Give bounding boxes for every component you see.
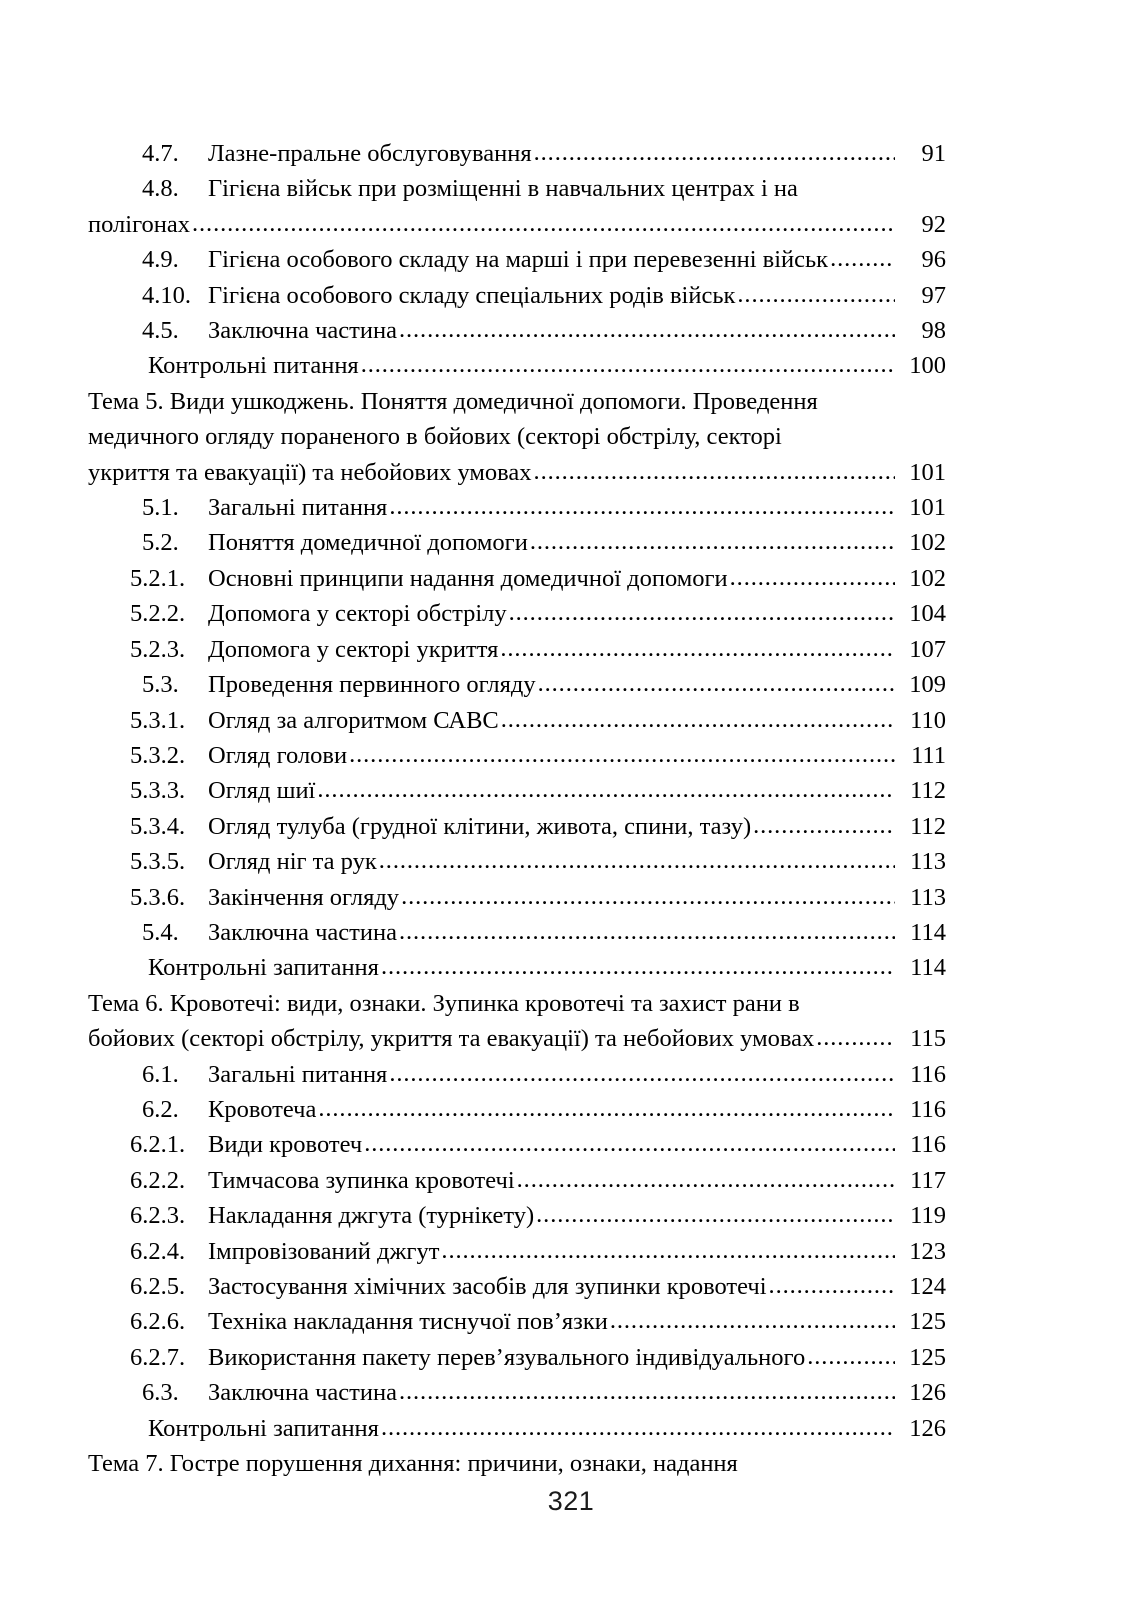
toc-entry-number: 6.2. [142, 1095, 179, 1123]
toc-entry-title: Техніка накладання тиснучої пов’язки [208, 1308, 608, 1336]
toc-entry-title: Закінчення огляду [208, 883, 400, 911]
toc-entry[interactable] [88, 1269, 946, 1304]
toc-entry-number: 5.2. [142, 529, 179, 557]
toc-entry-title: Загальні питання [208, 1060, 388, 1088]
toc-entry[interactable] [88, 561, 946, 596]
toc-entry[interactable] [88, 596, 946, 631]
toc-entry-title: Поняття домедичної допомоги [208, 529, 528, 557]
toc-entry-unnumbered[interactable] [88, 950, 946, 985]
toc-page-number: 110 [910, 706, 946, 734]
toc-entry-title: Гігієна військ при розміщенні в навчальних центрах і на [208, 175, 798, 203]
toc-page-number: 111 [911, 741, 946, 769]
toc-page-number: 91 [921, 140, 946, 167]
toc-entry-title: Огляд шиї [208, 777, 316, 805]
dot-leader [318, 1091, 895, 1126]
toc-page-number: 126 [909, 1414, 946, 1442]
dot-leader [769, 1268, 895, 1303]
dot-leader [389, 489, 895, 524]
toc-entry-title: Кровотеча [208, 1095, 317, 1123]
toc-entry[interactable] [88, 136, 946, 171]
toc-entry-title: Контрольні питання [148, 352, 359, 380]
toc-page-number: 96 [921, 246, 946, 274]
dot-leader [830, 241, 895, 276]
toc-entry[interactable] [88, 278, 946, 313]
toc-entry[interactable] [88, 313, 946, 348]
toc-theme-heading-line: укриття та евакуації) та небойових умовах [88, 458, 532, 486]
dot-leader [753, 808, 895, 843]
toc-page-number: 115 [910, 1025, 946, 1053]
toc-entry[interactable] [88, 525, 946, 560]
dot-leader [530, 524, 895, 559]
toc-page-number: 100 [909, 352, 946, 380]
toc-entry-number: 4.10. [142, 281, 191, 309]
toc-entry-number: 5.3.4. [130, 812, 186, 840]
toc-page-number: 101 [909, 494, 946, 522]
toc-entry[interactable] [88, 844, 946, 879]
toc-entry-number: 4.9. [142, 246, 179, 274]
toc-page-number: 97 [921, 281, 946, 309]
dot-leader [538, 666, 895, 701]
toc-entry[interactable] [88, 738, 946, 773]
dot-leader [610, 1303, 895, 1338]
toc-entry-title: Гігієна особового складу спеціальних родів військ [208, 281, 736, 309]
toc-entry[interactable] [88, 773, 946, 808]
dot-leader [399, 914, 895, 949]
toc-entry-number: 5.1. [142, 494, 179, 522]
toc-page-number: 102 [909, 564, 946, 592]
toc-entry-title: Проведення первинного огляду [208, 671, 536, 699]
toc-entry-title: Тимчасова зупинка кровотечі [208, 1166, 515, 1194]
toc-page-number: 116 [910, 1131, 946, 1159]
toc-entry-title: Допомога у секторі укриття [208, 635, 499, 663]
toc-page-number: 117 [910, 1166, 946, 1194]
toc-entry-number: 4.8. [142, 175, 179, 203]
toc-theme-heading-last-line [88, 455, 946, 490]
toc-entry[interactable] [88, 1057, 946, 1092]
toc-page-number: 126 [909, 1379, 946, 1407]
toc-entry[interactable] [88, 1340, 946, 1375]
toc-entry[interactable] [88, 1304, 946, 1339]
toc-entry[interactable] [88, 1198, 946, 1233]
toc-entry-number: 5.3.5. [130, 848, 186, 876]
toc-entry-title: Контрольні запитання [148, 1414, 379, 1442]
toc-page-number: 114 [910, 954, 946, 982]
toc-page-number: 119 [910, 1202, 946, 1230]
toc-entry-number: 6.2.5. [130, 1273, 186, 1300]
toc-entry-number: 6.2.6. [130, 1308, 186, 1336]
toc-entry-number: 5.3.1. [130, 706, 186, 734]
toc-entry[interactable] [88, 915, 946, 950]
dot-leader [536, 1197, 895, 1232]
toc-entry-unnumbered[interactable] [88, 1411, 946, 1446]
dot-leader [399, 312, 895, 347]
dot-leader [730, 560, 895, 595]
toc-theme-heading-last-line [88, 1021, 946, 1056]
toc-entry[interactable] [88, 880, 946, 915]
toc-page-number: 112 [910, 812, 946, 840]
toc-entry-title: Імпровізований джгут [208, 1237, 440, 1265]
toc-entry-title: Гігієна особового складу на марші і при перевезенні військ [208, 246, 829, 274]
dot-leader [381, 949, 895, 984]
toc-entry-unnumbered[interactable] [88, 348, 946, 383]
toc-entry-title: Контрольні запитання [148, 954, 379, 982]
toc-page-number: 109 [909, 671, 946, 699]
toc-theme-heading[interactable] [88, 986, 946, 1057]
toc-theme-heading-line: Тема 7. Гостре порушення дихання: причини, ознаки, надання [88, 1450, 738, 1478]
toc-entry-number: 5.3. [142, 671, 179, 699]
toc-entry[interactable] [88, 1234, 946, 1269]
toc-entry[interactable] [88, 1092, 946, 1127]
dot-leader [534, 135, 895, 170]
dot-leader [441, 1233, 895, 1268]
toc-theme-heading[interactable] [88, 384, 946, 490]
dot-leader [349, 737, 895, 772]
dot-leader [509, 595, 895, 630]
toc-entry-title: Лазне-пральне обслуговування [208, 140, 532, 167]
toc-page-number: 98 [921, 317, 946, 345]
dot-leader [534, 454, 895, 489]
toc-entry-number: 4.5. [142, 317, 179, 345]
toc-page-number: 114 [910, 918, 946, 946]
toc-page-number: 92 [921, 210, 946, 238]
dot-leader [816, 1020, 895, 1055]
dot-leader [389, 1056, 895, 1091]
dot-leader [500, 631, 895, 666]
dot-leader [807, 1339, 895, 1374]
toc-entry-title: Застосування хімічних засобів для зупинки кровотечі [208, 1273, 767, 1300]
page-number-folio: 321 [547, 1486, 595, 1516]
toc-entry-number: 6.1. [142, 1060, 179, 1088]
toc-entry-number: 6.2.3. [130, 1202, 186, 1230]
dot-leader [317, 772, 895, 807]
dot-leader [401, 879, 895, 914]
toc-theme-heading-truncated[interactable] [88, 1446, 946, 1481]
toc-entry-title: Заключна частина [208, 918, 397, 946]
toc-page-number: 112 [910, 777, 946, 805]
toc-entry-number: 6.2.2. [130, 1166, 186, 1194]
dot-leader [364, 1126, 895, 1161]
toc-entry[interactable] [88, 632, 946, 667]
toc-entry-title: Загальні питання [208, 494, 388, 522]
dot-leader [399, 1374, 895, 1409]
toc-entry-title: Заключна частина [208, 1379, 397, 1407]
toc-entry-title: Огляд за алгоритмом САВС [208, 706, 499, 734]
toc-page-number: 104 [909, 600, 946, 628]
toc-entry-title-continued: полігонах [88, 210, 190, 238]
toc-page-number: 116 [910, 1060, 946, 1088]
toc-entry-number: 5.3.3. [130, 777, 186, 805]
toc-entry-number: 6.2.1. [130, 1131, 186, 1159]
toc-theme-heading-line: бойових (секторі обстрілу, укриття та евакуації) та небойових умовах [88, 1025, 815, 1053]
toc-page-number: 113 [910, 848, 946, 876]
dot-leader [361, 347, 895, 382]
toc-entry-title: Огляд голови [208, 741, 348, 769]
toc-page-number: 102 [909, 529, 946, 557]
toc-entry-number: 6.2.4. [130, 1237, 186, 1265]
toc-entry[interactable] [88, 703, 946, 738]
dot-leader [381, 1410, 895, 1445]
toc-entry-title: Види кровотеч [208, 1131, 363, 1159]
toc-entry-title: Огляд ніг та рук [208, 848, 377, 876]
toc-entry-title: Огляд тулуба (грудної клітини, живота, спини, тазу) [208, 812, 752, 840]
toc-page-number: 123 [909, 1237, 946, 1265]
toc-entry-number: 5.2.3. [130, 635, 186, 663]
toc-entry[interactable] [88, 171, 946, 206]
toc-entry-number: 5.3.6. [130, 883, 186, 911]
dot-leader [192, 206, 895, 241]
toc-entry-number: 6.2.7. [130, 1343, 186, 1371]
toc-page-number: 113 [910, 883, 946, 911]
dot-leader [737, 277, 895, 312]
toc-entry-continuation[interactable] [88, 207, 946, 242]
toc-entry[interactable] [88, 667, 946, 702]
toc-page-number: 124 [909, 1273, 946, 1300]
toc-page-number: 125 [909, 1343, 946, 1371]
toc-entry-number: 5.4. [142, 918, 179, 946]
toc-theme-heading-line: Тема 6. Кровотечі: види, ознаки. Зупинка кровотечі та захист рани в [88, 989, 800, 1017]
dot-leader [379, 843, 895, 878]
dot-leader [501, 702, 895, 737]
toc-entry[interactable] [88, 1127, 946, 1162]
toc-entry-number: 6.3. [142, 1379, 179, 1407]
toc-theme-heading-line: медичного огляду пораненого в бойових (секторі обстрілу, секторі [88, 423, 782, 451]
toc-entry-title: Використання пакету перев’язувального індивідуального [208, 1343, 806, 1371]
dot-leader [517, 1162, 895, 1197]
toc-entry[interactable] [88, 242, 946, 277]
toc-list [88, 136, 946, 1481]
toc-entry-title: Заключна частина [208, 317, 397, 345]
toc-theme-heading-line: Тема 5. Види ушкоджень. Поняття домедичної допомоги. Проведення [88, 387, 818, 415]
toc-page-number: 101 [909, 458, 946, 486]
toc-entry[interactable] [88, 1163, 946, 1198]
toc-entry-number: 5.2.1. [130, 564, 186, 592]
toc-page-number: 107 [909, 635, 946, 663]
toc-entry-number: 5.2.2. [130, 600, 186, 628]
toc-page-number: 125 [909, 1308, 946, 1336]
toc-entry[interactable] [88, 809, 946, 844]
toc-entry-title: Основні принципи надання домедичної допомоги [208, 564, 728, 592]
toc-page-number: 116 [910, 1095, 946, 1123]
toc-entry-number: 4.7. [142, 140, 179, 167]
toc-entry[interactable] [88, 490, 946, 525]
toc-entry[interactable] [88, 1375, 946, 1410]
toc-entry-title: Допомога у секторі обстрілу [208, 600, 507, 628]
toc-entry-title: Накладання джгута (турнікету) [208, 1202, 535, 1230]
toc-entry-number: 5.3.2. [130, 741, 186, 769]
